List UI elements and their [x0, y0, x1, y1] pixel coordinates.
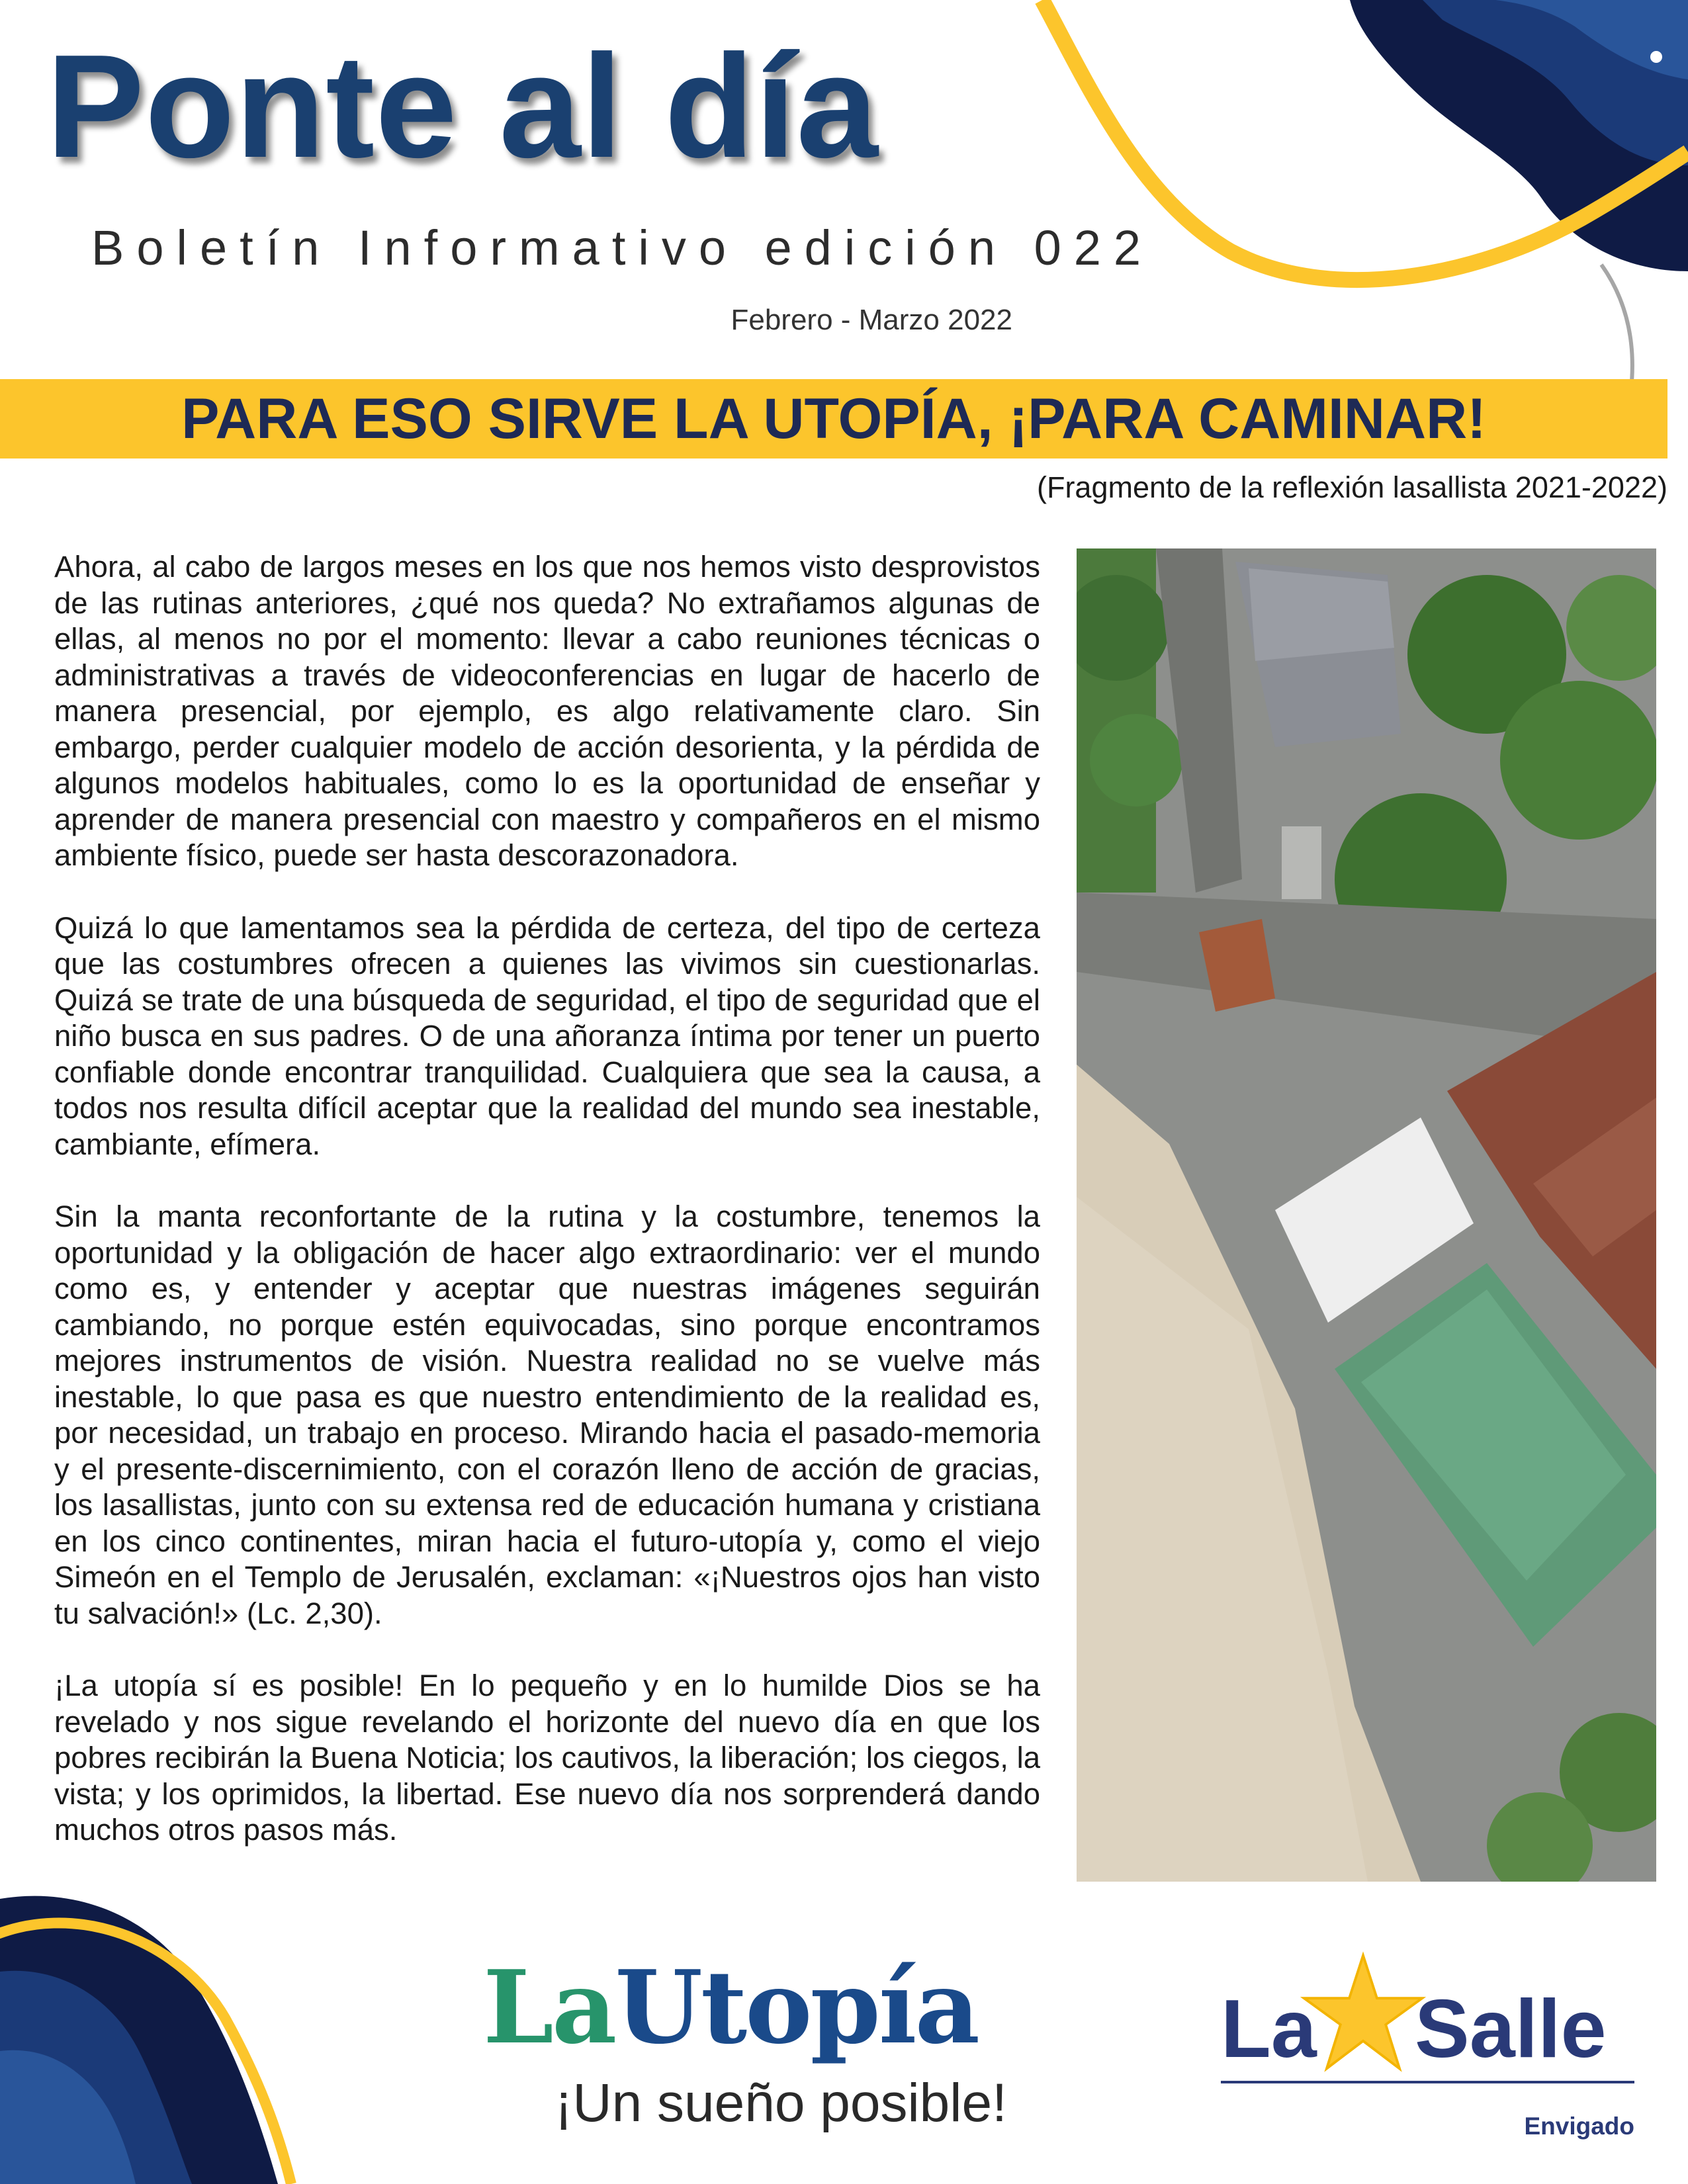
article-paragraph: Ahora, al cabo de largos meses en los que nos hemos visto desprovistos de las rutinas anteriores, ¿qué nos queda? No extrañamos algunas de ellas, al menos no por el momento: llevar a cabo reuniones técnicas o administrativas a través de videoconferencias en lugar de hacerlo de manera presencial, por ejemplo, es algo relativamente claro. Sin embargo, perder cualquier modelo de acción desorienta, y la pérdida de algunos modelos habituales, como lo es la oportunidad de enseñar y aprender de manera presencial con maestro y compañeros en el mismo ambiente físico, puede ser hasta descorazonadora. — [54, 550, 1040, 872]
star-icon — [1300, 1950, 1426, 2076]
la-utopia-logo — [483, 1948, 979, 2066]
article-paragraph: Sin la manta reconfortante de la rutina y la costumbre, tenemos la oportunidad y la obligación de hacer algo extraordinario: ver el mundo como es, y entender y aceptar que nuestras imágenes seguirán cambiando, no porque estén equivocadas, sino porque encontramos mejores instrumentos de visión. Nuestra realidad no se vuelve más inestable, lo que pasa es que nuestro entendimiento de la realidad es, por necesidad, un trabajo en proceso. Mirando hacia el pasado-memoria y el presente-discernimiento, con el corazón lleno de acción de gracias, los lasallistas, junto con su extensa red de educación humana y cristiana en los cinco continentes, miran hacia el futuro-utopía y, como el viejo Simeón en el Templo de Jerusalén, exclaman: «¡Nuestros ojos han visto tu salvación!» (Lc. 2,30). — [54, 1200, 1040, 1630]
aerial-campus-photo — [1077, 548, 1656, 1882]
lasalle-logo-city: Envigado — [1524, 2113, 1634, 2140]
fragment-note: (Fragmento de la reflexión lasallista 2021-2022) — [1036, 470, 1667, 504]
lasalle-logo-rule — [1221, 2081, 1634, 2083]
lasalle-logo-salle: Salle — [1415, 1984, 1607, 2075]
article-paragraph: Quizá lo que lamentamos sea la pérdida de certeza, del tipo de certeza que las costumbres ofrecen a quienes las vivimos sin cuestionarlas. Quizá se trate de una búsqueda de seguridad, el tipo de seguridad que el niño busca en sus padres. O de una añoranza íntima por tener un puerto confiable donde encontrar tranquilidad. Cualquiera que sea la causa, a todos nos resulta difícil aceptar que la realidad del mundo sea inestable, cambiante, efímera. — [54, 910, 1040, 1161]
la-utopia-logo-utopia: Utopía — [615, 1948, 979, 2066]
headline-text: PARA ESO SIRVE LA UTOPÍA, ¡PARA CAMINAR! — [181, 387, 1486, 451]
la-utopia-logo-la: La — [483, 1948, 615, 2066]
masthead-subtitle: Boletín Informativo edición 022 — [91, 220, 1154, 275]
article-body — [54, 549, 1040, 1885]
masthead-date: Febrero - Marzo 2022 — [731, 304, 1012, 336]
article-paragraph: ¡La utopía sí es posible! En lo pequeño y en lo humilde Dios se ha revelado y nos sigue revelando el horizonte del nuevo día en que los pobres recibirán la Buena Noticia; los cautivos, la liberación; los ciegos, la vista; y los oprimidos, la libertad. Ese nuevo día nos sorprenderá dando muchos otros pasos más. — [54, 1669, 1040, 1847]
lasalle-logo-la: La — [1221, 1984, 1317, 2075]
slogan: ¡Un sueño posible! — [555, 2073, 1007, 2133]
masthead-title: Ponte al día — [46, 24, 879, 189]
